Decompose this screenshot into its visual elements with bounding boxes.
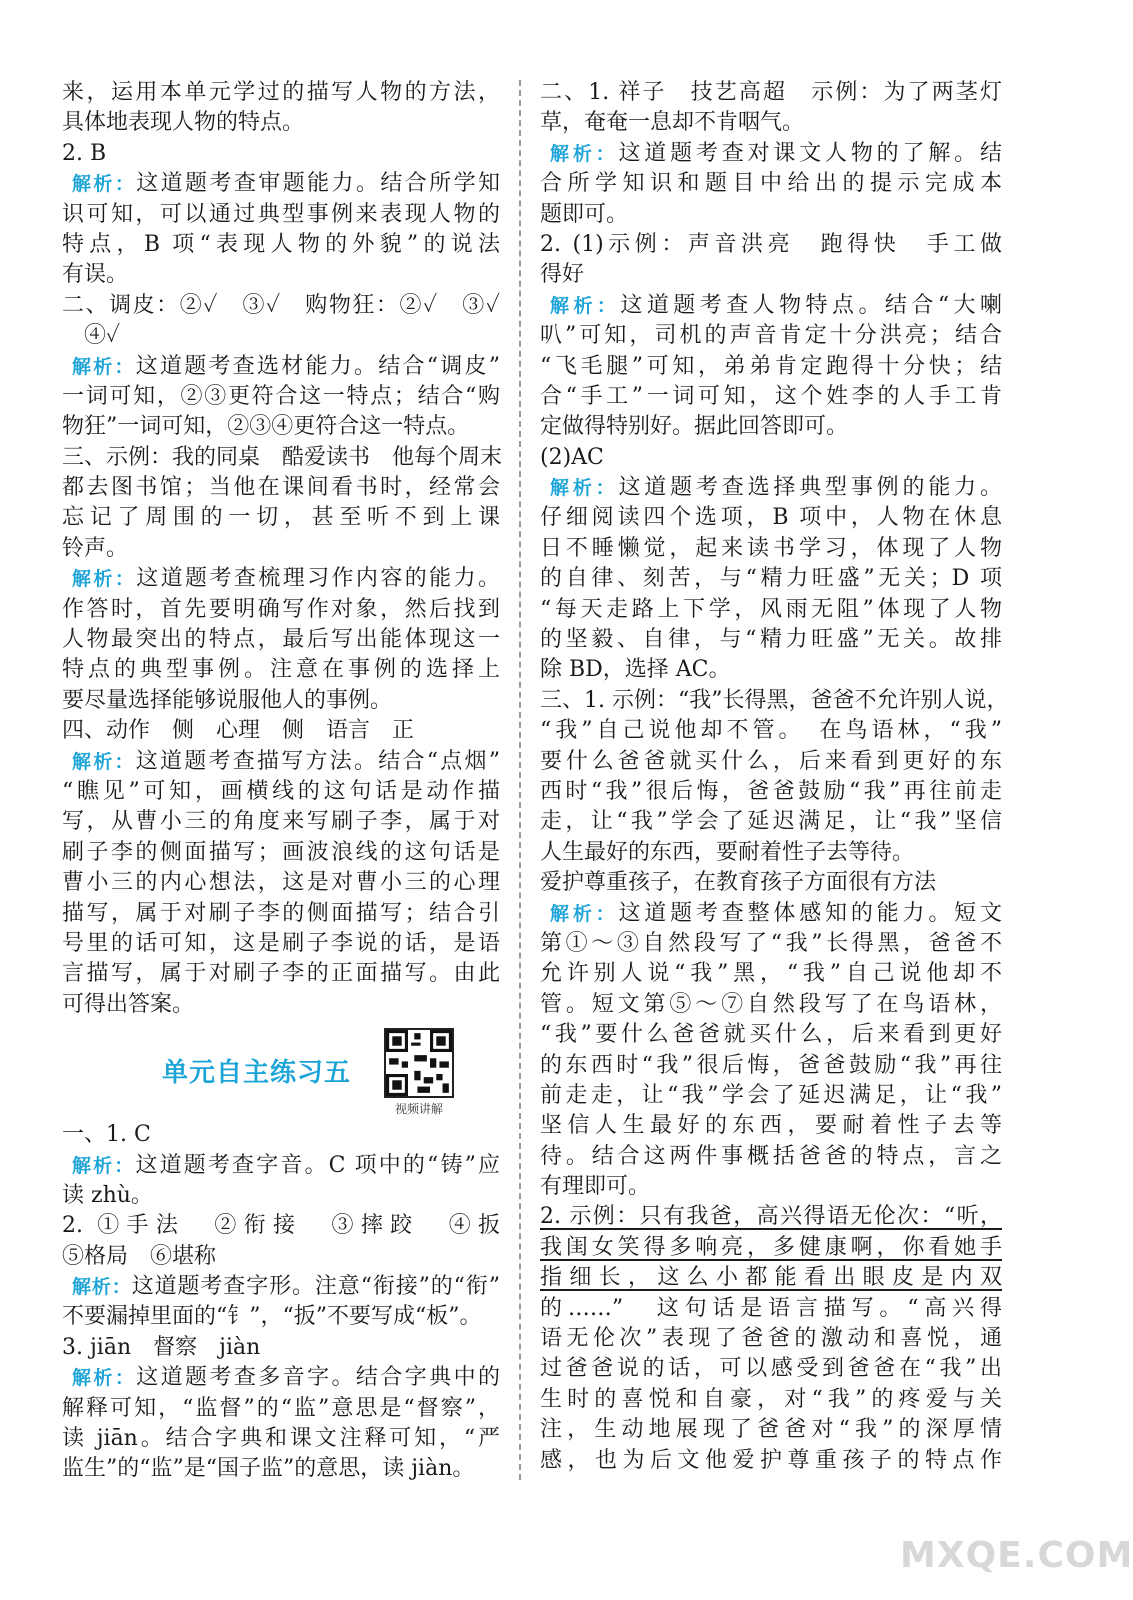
text-line [62,1272,500,1302]
line-text: 3. jiān 督察 jiàn [62,1334,261,1360]
text-line [62,1333,500,1363]
text-line [62,108,500,138]
text-line [540,473,1002,503]
analysis-tag: 解析： [72,568,137,591]
text-line [62,443,503,473]
line-text: 刷子李的侧面描写；画波浪线的这句话是 [62,839,500,865]
text-line [62,78,500,108]
line-text: 感，也为后文他爱护尊重孩子的特点作 [540,1447,1002,1473]
text-line [62,838,500,868]
line-text: 铃声。 [62,535,129,561]
text-line [540,777,1002,807]
text-line [62,777,500,807]
text-line [62,503,500,533]
line-text: 这道题考查描写方法。结合“点烟” [135,748,500,774]
line-text: 2. (1)示例：声音洪亮 跑得快 手工做 [540,231,1002,257]
text-line [62,260,500,290]
text-line [62,1363,500,1393]
text-line [540,1051,1002,1081]
text-line [540,716,1002,746]
section-header [62,1020,500,1120]
text-line [62,564,500,594]
analysis-tag: 解析： [72,173,137,196]
line-text: “我”要什么爸爸就买什么，后来看到更好 [540,1022,1002,1048]
line-text: 曹小三的内心想法，这是对曹小三的心理 [62,870,500,896]
line-text: 具体地表现人物的特点。 [62,110,305,136]
line-text: 读 zhù。 [62,1182,153,1208]
text-line [540,1142,1002,1172]
line-text: 我闺女笑得多响亮，多健康啊，你看她手 [540,1234,1002,1260]
line-text: 这道题考查梳理习作内容的能力。 [136,566,500,592]
line-text: 这道题考查整体感知的能力。短文 [618,900,1002,926]
line-text: 指细长，这么小都能看出眼皮是内双 [540,1265,1002,1291]
line-text: 人生最好的东西，要耐着性子去等待。 [540,839,915,865]
text-line [540,200,1002,230]
text-line [540,78,1002,108]
line-text: 这道题考查多音字。结合字典中的 [136,1365,500,1391]
text-line [62,868,500,898]
line-text: 走，让“我”学会了延迟满足，让“我”坚信 [540,809,1002,835]
text-line [62,1394,500,1424]
text-line [540,899,1002,929]
section-title: 单元自主练习五 [162,1058,352,1089]
line-text: 坚信人生最好的东西，要耐着性子去等 [540,1113,1002,1139]
analysis-tag: 解析： [72,750,136,773]
line-text: 爱护尊重孩子，在教育孩子方面很有方法 [540,870,937,896]
text-line [540,959,1002,989]
text-line [62,899,500,929]
text-line [540,139,1002,169]
line-text: 的东西时“我”很后悔，爸爸鼓励“我”再往 [540,1052,1002,1078]
text-line [540,1020,1002,1050]
text-line [62,382,500,412]
left-column [62,78,503,1485]
qr-code-icon[interactable] [384,1028,454,1098]
text-line [62,1424,500,1454]
line-text: 号里的话可知，这是刷子李说的话，是语 [62,930,500,956]
text-line [62,352,500,382]
line-text: 待。结合这两件事概括爸爸的特点，言之 [540,1143,1002,1169]
text-line [62,1181,500,1211]
line-text: 要什么爸爸就买什么，后来看到更好的东 [540,748,1002,774]
line-text: 这道题考查字形。注意“衔接”的“衔” [131,1274,500,1300]
text-line [62,1151,500,1181]
line-text: 生时的喜悦和自豪，对“我”的疼爱与关 [540,1386,1002,1412]
text-line [540,564,1002,594]
analysis-tag: 解析： [550,477,619,500]
text-line [540,382,1002,412]
text-line [540,230,1002,260]
column-divider [519,80,521,1480]
line-text: 不要漏掉里面的“钅”，“扳”不要写成“板”。 [62,1304,482,1330]
text-line [62,169,500,199]
text-line [540,534,1002,564]
text-line [540,868,1002,898]
text-line [540,1324,1002,1354]
line-text: 有理即可。 [540,1174,651,1200]
line-text: 日不睡懒觉，起来读书学习，体现了人物 [540,535,1002,561]
text-line [540,655,1002,685]
text-line [62,747,500,777]
text-line [62,716,500,746]
line-text: 二、1. 祥子 技艺高超 示例：为了两茎灯 [540,80,1002,105]
line-text: 2. 示例：只有我爸，高兴得语无伦次：“听， [540,1204,1002,1230]
line-text: 特点，B 项“表现人物的外貌”的说法 [62,231,500,257]
line-text: 监生”的“监”是“国子监”的意思，读 jiàn。 [62,1456,475,1482]
line-text: 2. B [62,140,107,166]
text-line [62,807,500,837]
line-text: 除 BD，选择 AC。 [540,657,731,683]
text-line [540,1446,1002,1476]
line-text: 这道题考查人物特点。结合“大喇 [620,292,1002,318]
text-line [540,1202,1002,1232]
line-text: 题即可。 [540,201,629,227]
line-text: 管。短文第⑤～⑦自然段写了在鸟语林， [540,991,1002,1017]
analysis-tag: 解析： [72,1276,132,1299]
text-line [62,321,500,351]
text-line [62,1211,500,1241]
text-line [62,1454,500,1484]
line-text: ④✓ [62,323,121,349]
text-line [540,990,1002,1020]
line-text: 可得出答案。 [62,991,195,1017]
line-text: 读 jiān。结合字典和课文注释可知，“严 [62,1426,500,1452]
text-line [540,169,1002,199]
text-line [540,291,1002,321]
text-line [62,1302,500,1332]
text-line [540,807,1002,837]
text-line [540,838,1002,868]
text-line [540,1081,1002,1111]
line-text: “飞毛腿”可知，弟弟肯定跑得十分快；结 [540,353,1002,379]
line-text: 前走走，让“我”学会了延迟满足，让“我” [540,1082,1002,1108]
line-text: 草，奄奄一息却不肯咽气。 [540,110,805,136]
line-text: ⑤格局 ⑥堪称 [62,1243,217,1269]
text-line [540,443,1002,473]
left-answers-bottom [62,1120,500,1485]
line-text: 一、1. C [62,1122,151,1148]
analysis-tag: 解析： [72,1367,137,1390]
analysis-tag: 解析： [72,1154,136,1177]
text-line [540,1233,1002,1263]
line-text: 这道题考查选材能力。结合“调皮” [135,353,500,379]
text-line [540,352,1002,382]
line-text: 二、调皮：②✓ ③✓ 购物狂：②✓ ③✓ [62,292,500,318]
line-text: 2. ①手法 ②衔接 ③摔跤 ④扳 [62,1213,500,1239]
text-line [540,1172,1002,1202]
line-text: 的……” 这句话是语言描写。“高兴得 [540,1295,1002,1321]
text-line [62,990,500,1020]
text-line [540,929,1002,959]
text-line [540,747,1002,777]
analysis-tag: 解析： [72,355,136,378]
text-line [540,686,1009,716]
line-text: 仔细阅读四个选项，B 项中，人物在休息 [540,505,1002,531]
line-text: 人物最突出的特点，最后写出能体现这一 [62,627,500,653]
text-line [62,655,500,685]
line-text: 得好 [540,262,585,288]
line-text: 特点的典型事例。注意在事例的选择上 [62,657,500,683]
line-text: 注，生动地展现了爸爸对“我”的深厚情 [540,1417,1002,1443]
analysis-tag: 解析： [550,294,621,317]
text-line [62,959,500,989]
text-line [540,412,1002,442]
text-line [540,595,1002,625]
line-text: 这道题考查对课文人物的了解。结 [618,140,1002,166]
text-line [540,108,1002,138]
text-line [540,625,1002,655]
text-line [540,260,1002,290]
text-line [540,1111,1002,1141]
line-text: 的自律、刻苦，与“精力旺盛”无关；D 项 [540,566,1002,592]
line-text: 第①～③自然段写了“我”长得黑，爸爸不 [540,930,1002,956]
right-column [540,78,1009,1476]
line-text: 的坚毅、自律，与“精力旺盛”无关。故排 [540,627,1002,653]
text-line [540,1294,1002,1324]
line-text: 都去图书馆；当他在课间看书时，经常会 [62,475,500,501]
text-line [540,1415,1002,1445]
line-text: 合“手工”一词可知，这个姓李的人手工肯 [540,383,1002,409]
line-text: 这道题考查字音。C 项中的“铸”应 [135,1152,500,1178]
text-line [62,412,500,442]
line-text: 要尽量选择能够说服他人的事例。 [62,687,393,713]
line-text: 合所学知识和题目中给出的提示完成本 [540,171,1002,197]
line-text: 语无伦次”表现了爸爸的激动和喜悦，通 [540,1326,1002,1352]
line-text: 这道题考查选择典型事例的能力。 [618,475,1002,501]
text-line [540,1354,1002,1384]
line-text: “瞧见”可知，画横线的这句话是动作描 [62,778,500,804]
line-text: (2)AC [540,444,604,470]
line-text: 写，从曹小三的角度来写刷子李，属于对 [62,809,500,835]
line-text: 定做得特别好。据此回答即可。 [540,414,849,440]
line-text: 三、1. 示例：“我”长得黑，爸爸不允许别人说， [540,687,1009,713]
text-line [540,503,1002,533]
line-text: 作答时，首先要明确写作对象，然后找到 [62,596,500,622]
analysis-tag: 解析： [550,142,619,165]
text-line [62,929,500,959]
text-line [62,200,500,230]
line-text: 西时“我”很后悔，爸爸鼓励“我”再往前走 [540,778,1002,804]
text-line [62,625,500,655]
text-line [540,1385,1002,1415]
line-text: 一词可知，②③更符合这一特点；结合“购 [62,383,500,409]
line-text: 叭”可知，司机的声音肯定十分洪亮；结合 [540,323,1002,349]
line-text: 物狂”一词可知，②③④更符合这一特点。 [62,414,470,440]
text-line [62,1120,500,1150]
text-line [62,595,500,625]
text-line [540,1263,1002,1293]
text-line [62,534,500,564]
line-text: 有误。 [62,262,129,288]
line-text: 这道题考查审题能力。结合所学知 [136,171,500,197]
text-line [62,291,500,321]
line-text: 来，运用本单元学过的描写人物的方法， [62,80,500,105]
line-text: 允许别人说“我”黑，“我”自己说他却不 [540,961,1002,987]
line-text: 言描写，属于对刷子李的正面描写。由此 [62,961,500,987]
line-text: 三、示例：我的同桌 酷爱读书 他每个周末 [62,444,503,470]
line-text: “我”自己说他却不管。 在鸟语林，“我” [540,718,1002,744]
line-text: 四、动作 侧 心理 侧 语言 正 [62,718,415,744]
line-text: 解释可知，“监督”的“监”意思是“督察”， [62,1395,500,1421]
line-text: 识可知，可以通过典型事例来表现人物的 [62,201,500,227]
text-line [62,230,500,260]
text-line [62,473,500,503]
text-line [62,139,500,169]
text-line [62,1242,500,1272]
watermark: MXQE.COM [900,1535,1133,1576]
line-text: “每天走路上下学，风雨无阻”体现了人物 [540,596,1002,622]
text-line [540,321,1002,351]
analysis-tag: 解析： [550,902,619,925]
line-text: 忘记了周围的一切，甚至听不到上课 [62,505,500,531]
line-text: 过爸爸说的话，可以感受到爸爸在“我”出 [540,1356,1002,1382]
line-text: 描写，属于对刷子李的侧面描写；结合引 [62,900,500,926]
left-answers-top [62,78,503,1020]
qr-caption: 视频讲解 [394,1102,443,1117]
text-line [62,686,500,716]
